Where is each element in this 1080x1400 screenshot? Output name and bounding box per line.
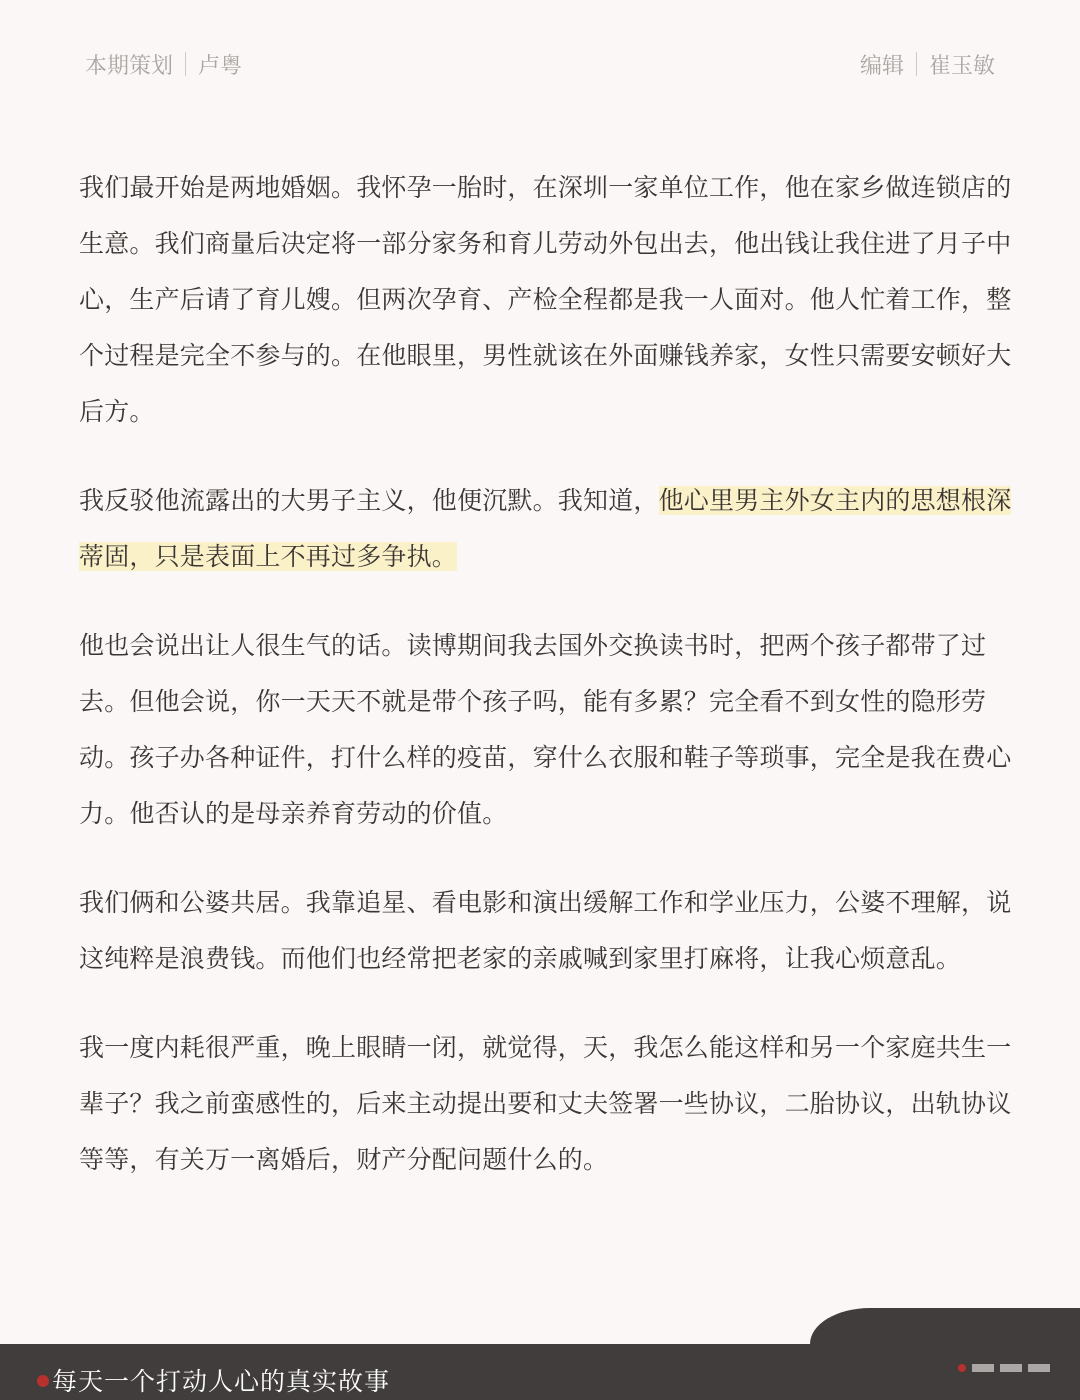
article-body: [79, 160, 1019, 1221]
paragraph-1: 我们最开始是两地婚姻。我怀孕一胎时，在深圳一家单位工作，他在家乡做连锁店的生意。我们商量后决定将一部分家务和育儿劳动外包出去，他出钱让我住进了月子中心，生产后请了育儿嫂。但两次孕育、产检全程都是我一人面对。他人忙着工作，整个过程是完全不参与的。在他眼里，男性就该在外面赚钱养家，女性只需要安顿好大后方。: [79, 173, 1012, 426]
divider: [185, 52, 186, 76]
accent-dot-icon: [37, 1375, 49, 1387]
brand-logo-icon: [958, 1364, 1050, 1372]
editor-name: 崔玉敏: [928, 53, 995, 79]
paragraph-5: 我一度内耗很严重，晚上眼睛一闭，就觉得，天，我怎么能这样和另一个家庭共生一辈子？我之前蛮感性的，后来主动提出要和丈夫签署一些协议，二胎协议，出轨协议等等，有关万一离婚后，财产分配问题什么的。: [79, 1033, 1012, 1174]
paragraph-4: 我们俩和公婆共居。我靠追星、看电影和演出缓解工作和学业压力，公婆不理解，说这纯粹是浪费钱。而他们也经常把老家的亲戚喊到家里打麻将，让我心烦意乱。: [79, 888, 1012, 973]
highlighted-quote: 他心里男主外女主内的思想根深蒂固，只是表面上不再过多争执。: [79, 486, 1012, 571]
editor-label: 编辑: [859, 53, 904, 79]
paragraph-2: [79, 473, 1019, 585]
footer-banner: [0, 1344, 1080, 1400]
editor-credit: [860, 49, 995, 80]
footer-tagline: 每天一个打动人心的真实故事: [52, 1367, 391, 1396]
footer-tab: [810, 1308, 1080, 1344]
planner-label: 本期策划: [85, 53, 174, 79]
credits-bar: [85, 46, 995, 82]
paragraph-2-lead: 我反驳他流露出的大男子主义，他便沉默。我知道，: [79, 486, 659, 515]
divider: [916, 52, 917, 76]
paragraph-3: 他也会说出让人很生气的话。读博期间我去国外交换读书时，把两个孩子都带了过去。但他会说，你一天天不就是带个孩子吗，能有多累？完全看不到女性的隐形劳动。孩子办各种证件，打什么样的疫苗，穿什么衣服和鞋子等琐事，完全是我在费心力。他否认的是母亲养育劳动的价值。: [79, 631, 1012, 828]
planner-name: 卢粤: [198, 53, 243, 79]
planner-credit: [85, 49, 242, 80]
